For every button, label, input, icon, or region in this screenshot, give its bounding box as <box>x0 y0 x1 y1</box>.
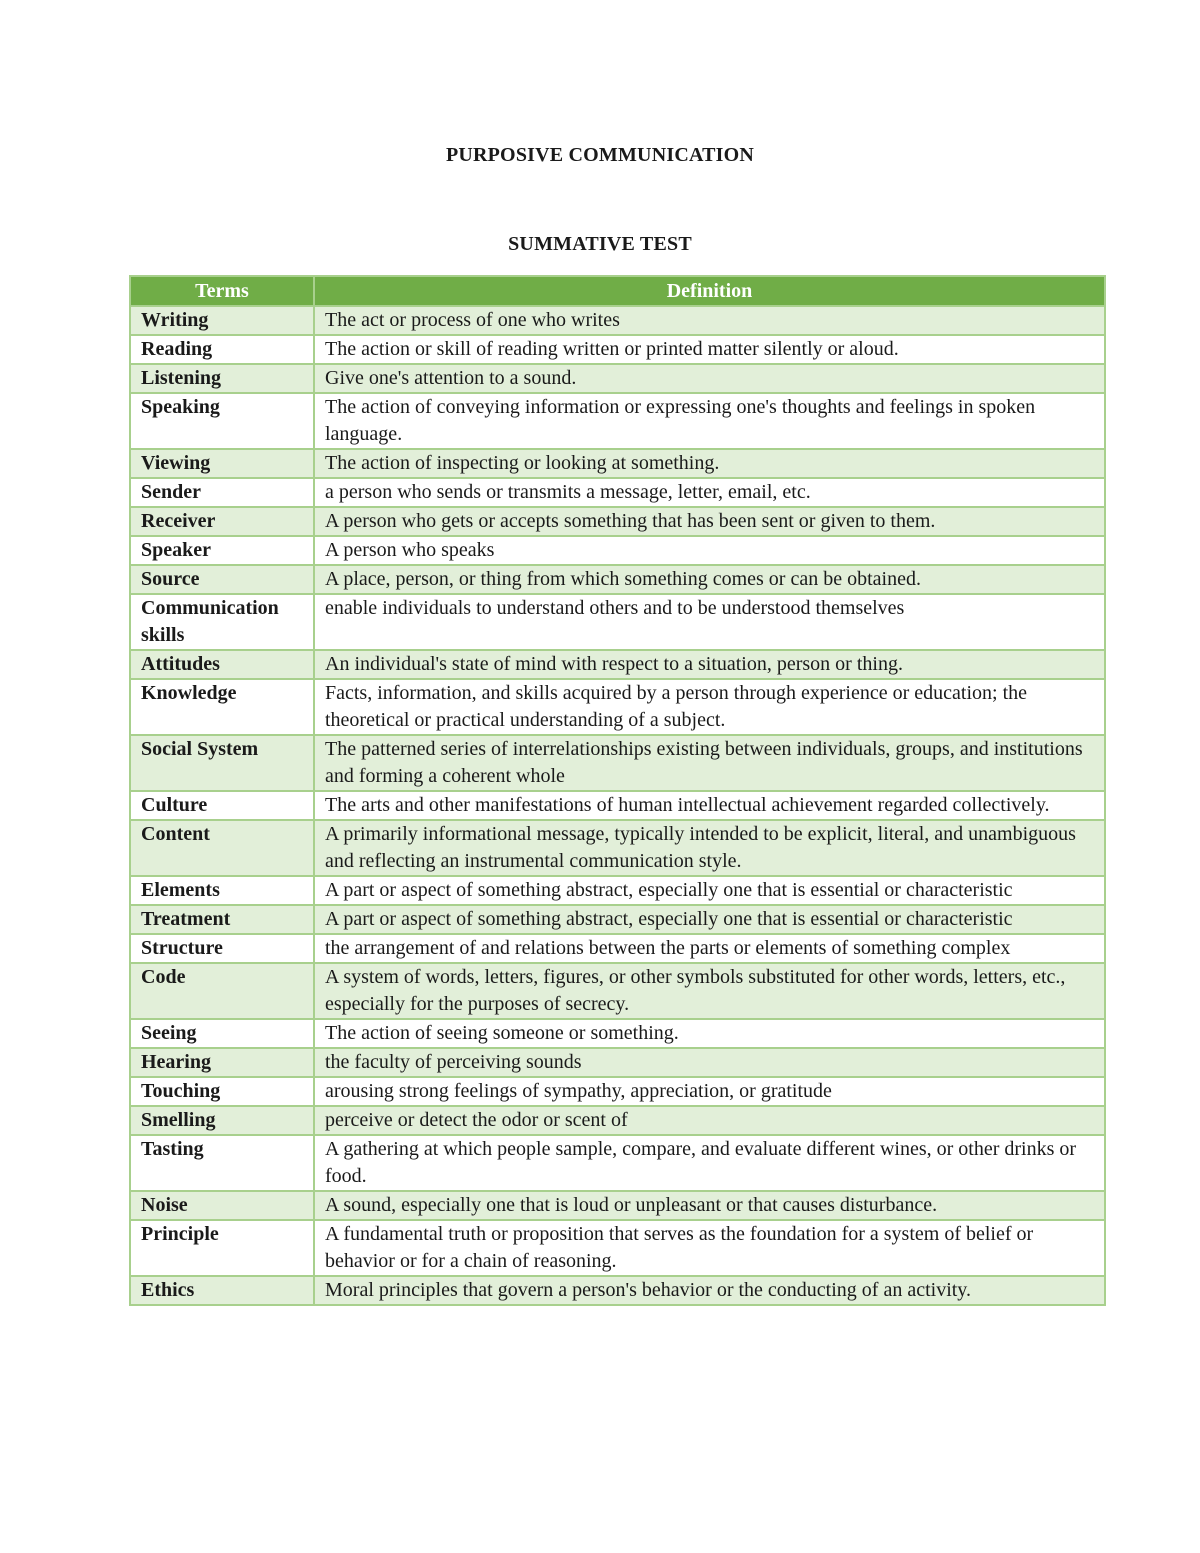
term-cell: Knowledge <box>130 679 314 735</box>
table-row <box>130 364 1105 393</box>
definition-cell: A system of words, letters, figures, or other symbols substituted for other words, letters, etc., especially for the purposes of secrecy. <box>314 963 1105 1019</box>
table-row <box>130 478 1105 507</box>
table-row <box>130 905 1105 934</box>
term-cell: Viewing <box>130 449 314 478</box>
term-cell: Sender <box>130 478 314 507</box>
table-row <box>130 449 1105 478</box>
term-cell: Treatment <box>130 905 314 934</box>
table-body <box>130 306 1105 1305</box>
table-row <box>130 536 1105 565</box>
table-row <box>130 1220 1105 1276</box>
definition-cell: An individual's state of mind with respect to a situation, person or thing. <box>314 650 1105 679</box>
table-row <box>130 735 1105 791</box>
table-row <box>130 1019 1105 1048</box>
definition-cell: Moral principles that govern a person's behavior or the conducting of an activity. <box>314 1276 1105 1305</box>
term-cell: Smelling <box>130 1106 314 1135</box>
definition-cell: A part or aspect of something abstract, especially one that is essential or characteristic <box>314 876 1105 905</box>
definition-cell: A fundamental truth or proposition that serves as the foundation for a system of belief or behavior or for a chain of reasoning. <box>314 1220 1105 1276</box>
table-row <box>130 963 1105 1019</box>
term-cell: Tasting <box>130 1135 314 1191</box>
definition-cell: A part or aspect of something abstract, especially one that is essential or characteristic <box>314 905 1105 934</box>
definition-cell: The arts and other manifestations of human intellectual achievement regarded collectively. <box>314 791 1105 820</box>
table-row <box>130 335 1105 364</box>
definition-cell: A person who speaks <box>314 536 1105 565</box>
term-cell: Principle <box>130 1220 314 1276</box>
header-terms: Terms <box>130 276 314 306</box>
definition-cell: the faculty of perceiving sounds <box>314 1048 1105 1077</box>
definition-cell: The action of inspecting or looking at something. <box>314 449 1105 478</box>
table-row <box>130 1135 1105 1191</box>
table-row <box>130 934 1105 963</box>
term-cell: Source <box>130 565 314 594</box>
definition-cell: a person who sends or transmits a message, letter, email, etc. <box>314 478 1105 507</box>
term-cell: Touching <box>130 1077 314 1106</box>
definition-cell: Give one's attention to a sound. <box>314 364 1105 393</box>
table-row <box>130 820 1105 876</box>
table-row <box>130 1276 1105 1305</box>
term-cell: Code <box>130 963 314 1019</box>
definition-cell: A person who gets or accepts something that has been sent or given to them. <box>314 507 1105 536</box>
table-row <box>130 393 1105 449</box>
header-definition: Definition <box>314 276 1105 306</box>
definition-cell: arousing strong feelings of sympathy, appreciation, or gratitude <box>314 1077 1105 1106</box>
definition-cell: enable individuals to understand others and to be understood themselves <box>314 594 1105 650</box>
term-cell: Speaker <box>130 536 314 565</box>
term-cell: Hearing <box>130 1048 314 1077</box>
definition-cell: Facts, information, and skills acquired by a person through experience or education; the theoretical or practical understanding of a subject. <box>314 679 1105 735</box>
term-cell: Seeing <box>130 1019 314 1048</box>
definition-cell: the arrangement of and relations between the parts or elements of something complex <box>314 934 1105 963</box>
table-row <box>130 876 1105 905</box>
definition-cell: The action of seeing someone or something. <box>314 1019 1105 1048</box>
definition-cell: A gathering at which people sample, compare, and evaluate different wines, or other drinks or food. <box>314 1135 1105 1191</box>
table-row <box>130 1191 1105 1220</box>
definition-cell: The patterned series of interrelationships existing between individuals, groups, and institutions and forming a coherent whole <box>314 735 1105 791</box>
terms-definition-table <box>129 275 1106 1306</box>
definition-cell: perceive or detect the odor or scent of <box>314 1106 1105 1135</box>
term-cell: Writing <box>130 306 314 335</box>
document-subtitle: SUMMATIVE TEST <box>508 233 692 255</box>
term-cell: Listening <box>130 364 314 393</box>
document-title: PURPOSIVE COMMUNICATION <box>445 144 755 166</box>
definition-cell: A place, person, or thing from which something comes or can be obtained. <box>314 565 1105 594</box>
definition-cell: The action or skill of reading written or printed matter silently or aloud. <box>314 335 1105 364</box>
table-row <box>130 1077 1105 1106</box>
definition-cell: The action of conveying information or expressing one's thoughts and feelings in spoken language. <box>314 393 1105 449</box>
table-row <box>130 594 1105 650</box>
term-cell: Ethics <box>130 1276 314 1305</box>
table-row <box>130 565 1105 594</box>
term-cell: Receiver <box>130 507 314 536</box>
term-cell: Culture <box>130 791 314 820</box>
table-row <box>130 1106 1105 1135</box>
table-row <box>130 679 1105 735</box>
term-cell: Structure <box>130 934 314 963</box>
table-row <box>130 650 1105 679</box>
definition-cell: The act or process of one who writes <box>314 306 1105 335</box>
table-row <box>130 1048 1105 1077</box>
table-row <box>130 791 1105 820</box>
table-header-row <box>130 276 1105 306</box>
term-cell: Communication skills <box>130 594 314 650</box>
term-cell: Speaking <box>130 393 314 449</box>
term-cell: Attitudes <box>130 650 314 679</box>
term-cell: Elements <box>130 876 314 905</box>
term-cell: Content <box>130 820 314 876</box>
table-row <box>130 507 1105 536</box>
term-cell: Noise <box>130 1191 314 1220</box>
term-cell: Reading <box>130 335 314 364</box>
term-cell: Social System <box>130 735 314 791</box>
table-row <box>130 306 1105 335</box>
definition-cell: A primarily informational message, typically intended to be explicit, literal, and unambiguous and reflecting an instrumental communication style. <box>314 820 1105 876</box>
definition-cell: A sound, especially one that is loud or unpleasant or that causes disturbance. <box>314 1191 1105 1220</box>
